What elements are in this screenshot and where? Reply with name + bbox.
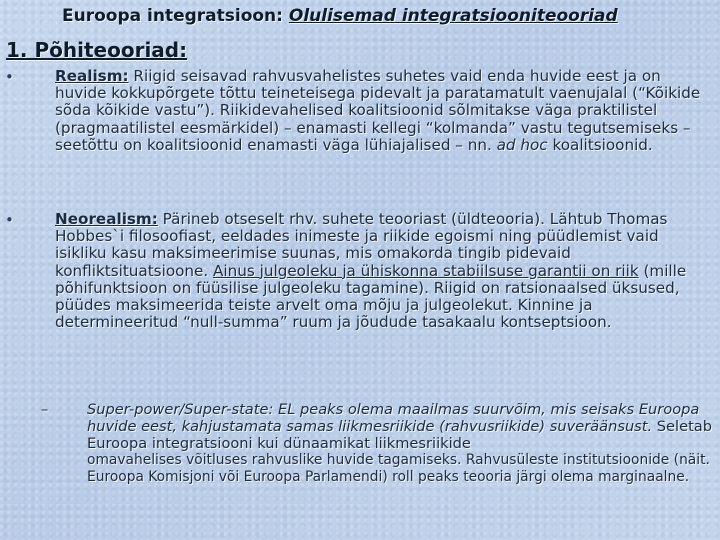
- bullet-text-neorealism-a: Pärineb otseselt rhv. suhete teooriast (üldteooria). Lähtub Thomas Hobbes`i filosoofiast, eeldades inimeste ja riikide egoismi ning püüdlemist vaid isikliku kasu maksimeerimise suunas, mis omakorda tingib pidevaid konfliktsituatsioone.: [55, 210, 668, 280]
- bullet-text-neorealism-b: (mille põhifunktsioon on füüsilise julgeoleku tagamine). Riigid on ratsionaalsed üksused, püüdes maksimeerida teiste arvelt oma mõju ja julgeolekut. Kinnine ja determineeritud “null-summa” ruum ja jõudude tasakaalu kontseptsioon.: [55, 261, 687, 332]
- bullet-label-neorealism: Neorealism:: [55, 210, 158, 228]
- bullet-text-neorealism-underlined: Ainus julgeoleku ja ühiskonna stabiilsuse garantii on riik: [213, 261, 639, 280]
- bullet-marker: •: [5, 211, 14, 229]
- subbullet-marker: –: [41, 401, 49, 418]
- bullet-realism: [5, 67, 715, 154]
- bullet-text-realism-italic: ad hoc: [496, 135, 548, 154]
- subbullet-super-power: [41, 401, 717, 486]
- subbullet-italic-text: Super-power/Super-state: EL peaks olema maailmas suurvõim, mis seisaks Euroopa huvide eest, kahjustamata samas liikmesriikide (rahvusriikide) suveräänsust.: [87, 401, 700, 435]
- subbullet-continuation: omavahelises võitluses rahvuslike huvide tagamiseks. Rahvusüleste institutsioonide (näit. Euroopa Komisjoni või Euroopa Parlamendi) roll peaks teooria järgi olema marginaalne.: [87, 452, 710, 485]
- bullet-text-realism-a: Riigid seisavad rahvusvahelistes suhetes vaid enda huvide eest ja on huvide kokkupõrgete tõttu teineteisega pidevalt ja paratamatult vaenujalal (“Kõikide sõda kõikide vastu”). Riikidevahelised koalitsioonid sõlmitakse väga praktilistel (pragmaatilistel eesmärkidel) – enamasti kellegi “kolmanda” vastu tegutsemiseks – seetõttu on koalitsioonid enamasti väga lühiajalised – nn.: [55, 67, 701, 154]
- slide-title-subtitle: Olulisemad integratsiooniteooriad: [288, 6, 618, 26]
- slide-title: [62, 6, 712, 26]
- bullet-text-realism-b: koalitsioonid.: [547, 135, 653, 154]
- slide-title-main: Euroopa integratsioon:: [62, 6, 289, 26]
- subbullet-text-a: Seletab Euroopa integratsiooni kui dünaamikat liikmesriikide: [87, 418, 712, 452]
- section-heading: 1. Põhiteooriad:: [6, 38, 188, 62]
- bullet-marker: •: [5, 68, 14, 86]
- bullet-label-realism: Realism:: [55, 67, 129, 85]
- bullet-neorealism: [5, 210, 715, 332]
